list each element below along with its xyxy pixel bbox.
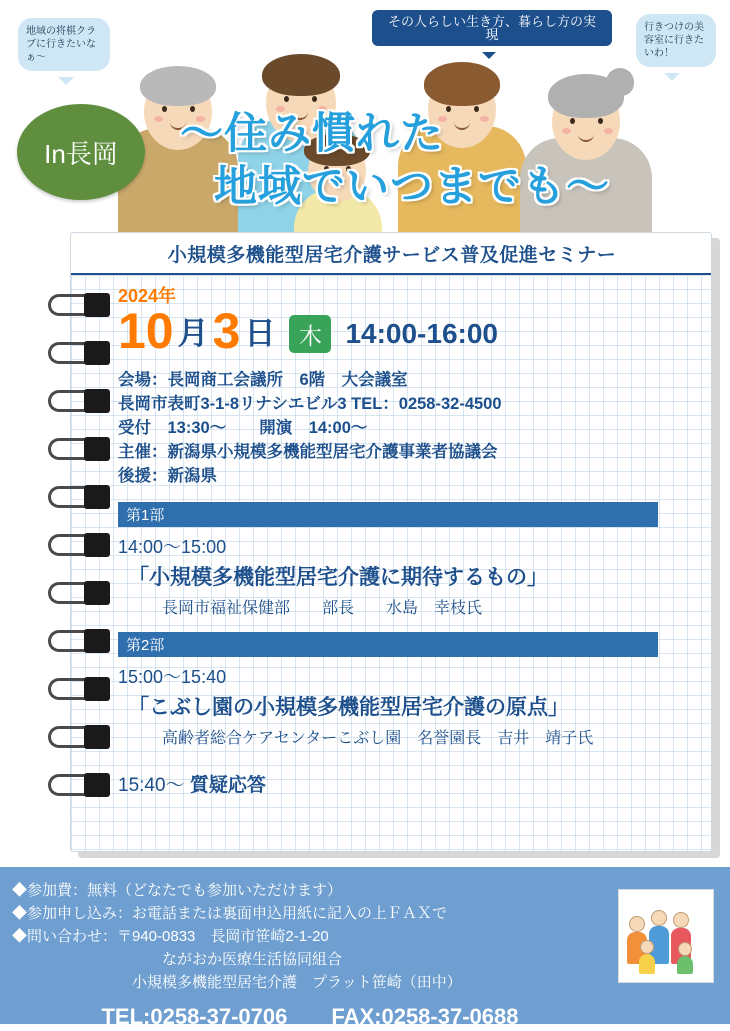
section-bar: 第1部 bbox=[118, 502, 658, 527]
day-unit: 日 bbox=[244, 316, 276, 351]
speech-bubble-right: 行きつけの美容室に行きたいわ！ bbox=[636, 14, 716, 67]
footer-line: ◆問い合わせ：〒940-0833 長岡市笹崎2-1-20 bbox=[12, 928, 329, 945]
family-illustration bbox=[618, 889, 714, 983]
event-time-range: 14:00-16:00 bbox=[345, 318, 498, 349]
venue-line: 会場：長岡商工会議所 6階 大会議室 bbox=[118, 371, 408, 389]
head bbox=[640, 940, 654, 954]
title-line-1: ～住み慣れた bbox=[180, 110, 444, 158]
spiral-ring bbox=[48, 342, 114, 364]
hair bbox=[424, 62, 500, 106]
hair-bun bbox=[606, 68, 634, 96]
head bbox=[629, 916, 645, 932]
spiral-ring bbox=[48, 390, 114, 412]
footer-line: ◆参加費：無料（どなたでも参加いただけます） bbox=[12, 882, 343, 899]
hair bbox=[140, 66, 216, 106]
location-badge: In長岡 bbox=[17, 104, 145, 200]
eye bbox=[312, 96, 317, 102]
notebook-header bbox=[71, 233, 712, 275]
event-month: 10 bbox=[118, 303, 174, 359]
section-time: 14:00～15:00 bbox=[118, 537, 227, 557]
venue-line: 主催：新潟県小規模多機能型居宅介護事業者協議会 bbox=[118, 443, 498, 461]
event-date-line bbox=[118, 304, 678, 358]
event-year: 2024年 bbox=[118, 286, 177, 306]
family-figure-child bbox=[677, 942, 693, 974]
event-day: 3 bbox=[212, 303, 241, 359]
section-title: 「こぶし園の小規模多機能型居宅介護の原点」 bbox=[128, 696, 569, 719]
venue-line: 受付 13:30～ 開演 14:00～ bbox=[118, 419, 368, 437]
spiral-ring bbox=[48, 774, 114, 796]
spiral-ring bbox=[48, 582, 114, 604]
eye bbox=[162, 106, 167, 112]
seminar-title: 小規模多機能型居宅介護サービス普及促進セミナー bbox=[167, 244, 617, 266]
qa-label: 質疑応答 bbox=[189, 775, 266, 796]
spiral-ring bbox=[48, 486, 114, 508]
family-figure-child bbox=[639, 940, 655, 974]
venue-line: 長岡市表町3-1-8リナシエビル3 TEL：0258-32-4500 bbox=[118, 395, 502, 413]
venue-info bbox=[118, 368, 678, 488]
qa-line bbox=[118, 770, 678, 797]
spiral-ring bbox=[48, 726, 114, 748]
spiral-binding bbox=[0, 232, 120, 852]
head bbox=[678, 942, 692, 956]
spiral-ring bbox=[48, 294, 114, 316]
body bbox=[639, 954, 655, 974]
spiral-ring bbox=[48, 678, 114, 700]
footer-line: 小規模多機能型居宅介護 プラット笹崎（田中） bbox=[12, 974, 462, 991]
page-title bbox=[180, 108, 725, 214]
head bbox=[673, 912, 689, 928]
title-line-2: 地域でいつまでも～ bbox=[214, 163, 610, 211]
illustration-band bbox=[0, 0, 730, 238]
footer-line: ◆参加申し込み：お電話または裏面申込用紙に記入の上ＦＡＸで bbox=[12, 905, 448, 922]
venue-line: 後援：新潟県 bbox=[118, 467, 217, 485]
hair bbox=[262, 54, 340, 96]
program-section-2 bbox=[118, 632, 678, 748]
speech-bubble-center: その人らしい生き方、暮らし方の実現 bbox=[372, 10, 612, 46]
footer-tel-fax: TEL:0258-37-0706 FAX:0258-37-0688 bbox=[101, 1004, 519, 1029]
section-title: 「小規模多機能型居宅介護に期待するもの」 bbox=[128, 566, 548, 589]
section-bar: 第2部 bbox=[118, 632, 658, 657]
section-speaker: 長岡市福祉保健部 部長 水島 幸枝氏 bbox=[162, 600, 483, 617]
spiral-ring bbox=[48, 534, 114, 556]
notebook-content bbox=[118, 282, 678, 797]
speech-bubble-left: 地域の将棋クラブに行きたいなぁ～ bbox=[18, 18, 110, 71]
spiral-ring bbox=[48, 630, 114, 652]
qa-time: 15:40～ bbox=[118, 775, 185, 796]
head bbox=[651, 910, 667, 926]
section-speaker: 高齢者総合ケアセンターこぶし園 名誉園長 吉井 靖子氏 bbox=[162, 730, 594, 747]
eye bbox=[284, 96, 289, 102]
footer-contact-panel bbox=[0, 867, 730, 1029]
month-unit: 月 bbox=[177, 316, 209, 351]
body bbox=[677, 956, 693, 974]
weekday-badge: 木 bbox=[289, 315, 331, 353]
spiral-ring bbox=[48, 438, 114, 460]
footer-line: ながおか医療生活協同組合 bbox=[12, 951, 343, 968]
program-section-1 bbox=[118, 502, 678, 618]
footer-text bbox=[12, 879, 602, 1031]
section-time: 15:00～15:40 bbox=[118, 667, 227, 687]
cheek bbox=[154, 116, 163, 122]
